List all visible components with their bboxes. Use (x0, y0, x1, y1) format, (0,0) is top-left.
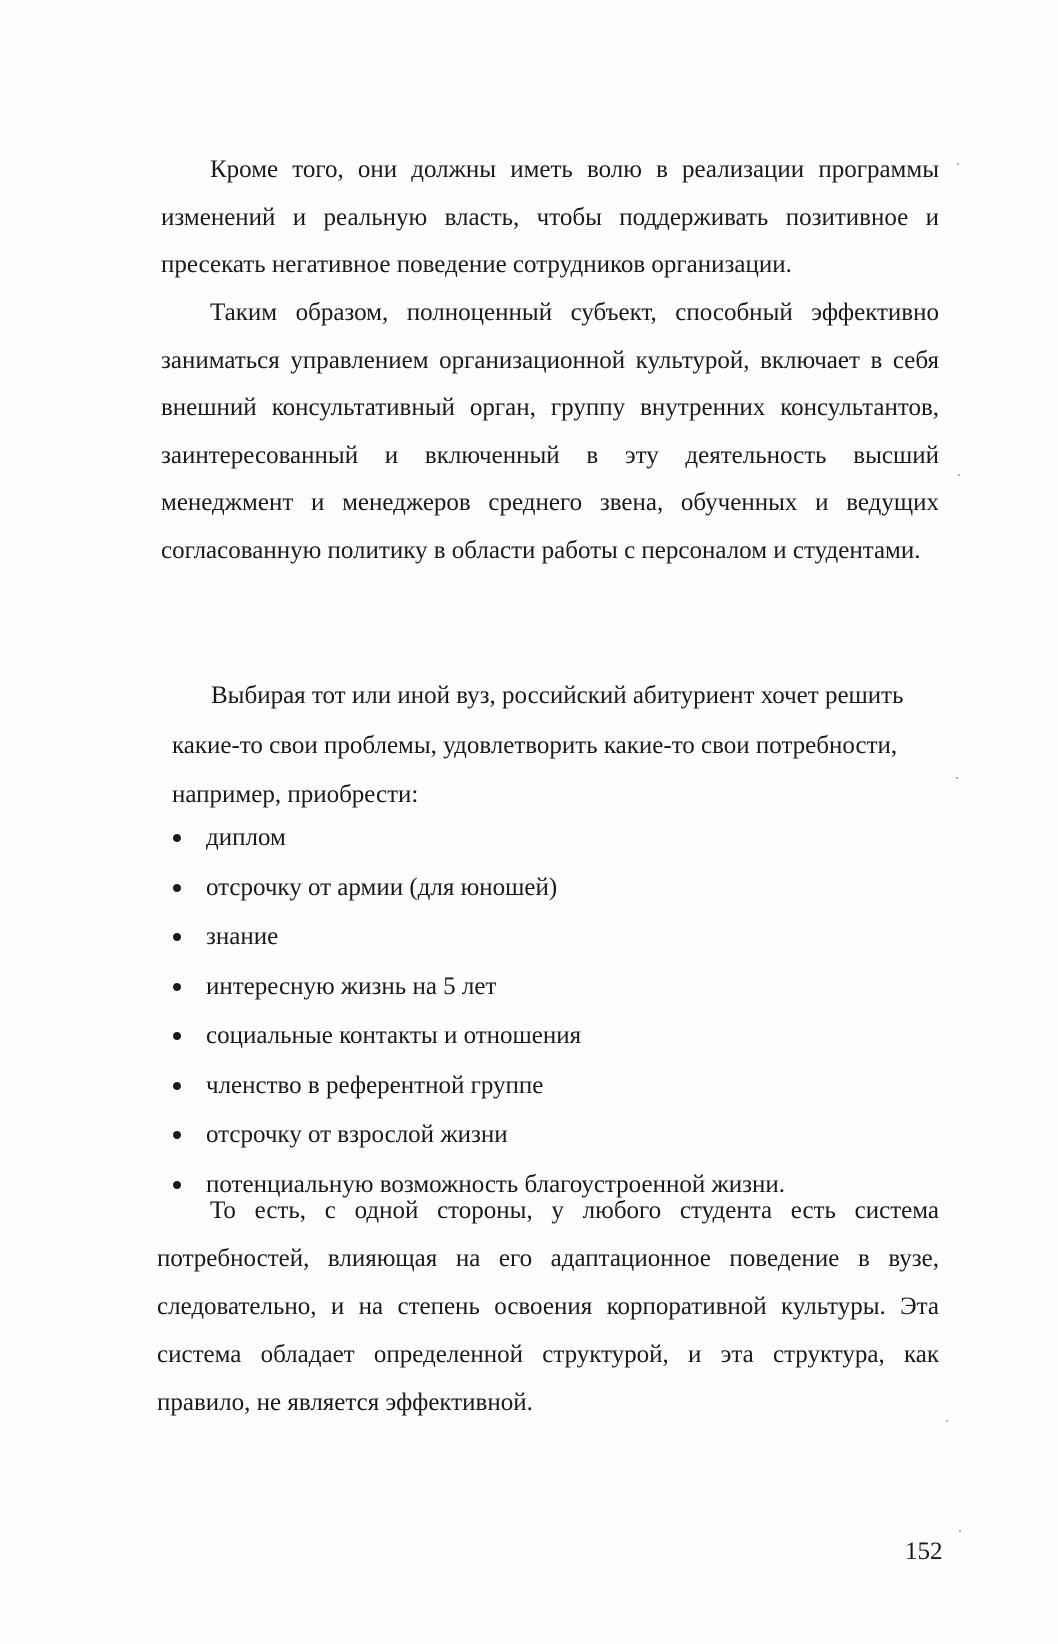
list-item (172, 863, 912, 913)
bullet-icon (173, 983, 181, 991)
list-item-text: знание (206, 923, 279, 950)
page-number: 152 (905, 1538, 943, 1565)
scan-speck (957, 163, 959, 165)
paragraph-will-and-power: Кроме того, они должны иметь волю в реализации программы изменений и реальную власть, чтобы поддерживать позитивное и пресекать негативное поведение сотрудников организации. (161, 156, 939, 278)
list-item (172, 1011, 912, 1061)
bullet-icon (173, 1131, 181, 1139)
bullet-icon (173, 884, 181, 892)
list-item (172, 1061, 912, 1111)
list-item-text: социальные контакты и отношения (206, 1022, 582, 1049)
paragraph-full-subject: Таким образом, полноценный субъект, способный эффективно заниматься управлением организационной культурой, включает в себя внешний консультативный орган, группу внутренних консультантов, заинтересованный и включенный в эту деятельность высший менеджмент и менеджеров среднего звена, обученных и ведущих согласованную политику в области работы с персоналом и студентами. (161, 299, 939, 564)
list-item-text: отсрочку от армии (для юношей) (206, 873, 558, 901)
list-item-text: интересную жизнь на 5 лет (206, 972, 497, 1000)
paragraph-applicant-needs-intro: Выбирая тот или иной вуз, российский абитуриент хочет решить какие-то свои проблемы, удовлетворить какие-то свои потребности, например, приобрести: (172, 682, 904, 808)
list-item-text: потенциальную возможность благоустроенной жизни. (206, 1170, 786, 1198)
list-item (172, 962, 912, 1012)
list-item-text: отсрочку от взрослой жизни (206, 1121, 508, 1148)
bullet-icon (173, 933, 181, 941)
bullet-icon (173, 1082, 181, 1090)
needs-list (172, 813, 912, 1209)
list-item (172, 813, 912, 863)
bullet-icon (173, 1032, 181, 1040)
scan-speck (958, 474, 960, 476)
scan-speck (959, 1530, 961, 1532)
paragraph-needs-system: То есть, с одной стороны, у любого студента есть система потребностей, влияющая на его адаптационное поведение в вузе, следовательно, и на степень освоения корпоративной культуры. Эта система обладает определенной структурой, и эта структура, как правило, не является эффективной. (157, 1197, 939, 1416)
list-item (172, 1110, 912, 1160)
scan-speck (946, 1420, 948, 1422)
list-item (172, 912, 912, 962)
list-item-text: членство в референтной группе (206, 1071, 544, 1099)
list-item-text: диплом (206, 824, 286, 851)
bullet-icon (173, 834, 181, 842)
scan-speck (956, 777, 958, 779)
